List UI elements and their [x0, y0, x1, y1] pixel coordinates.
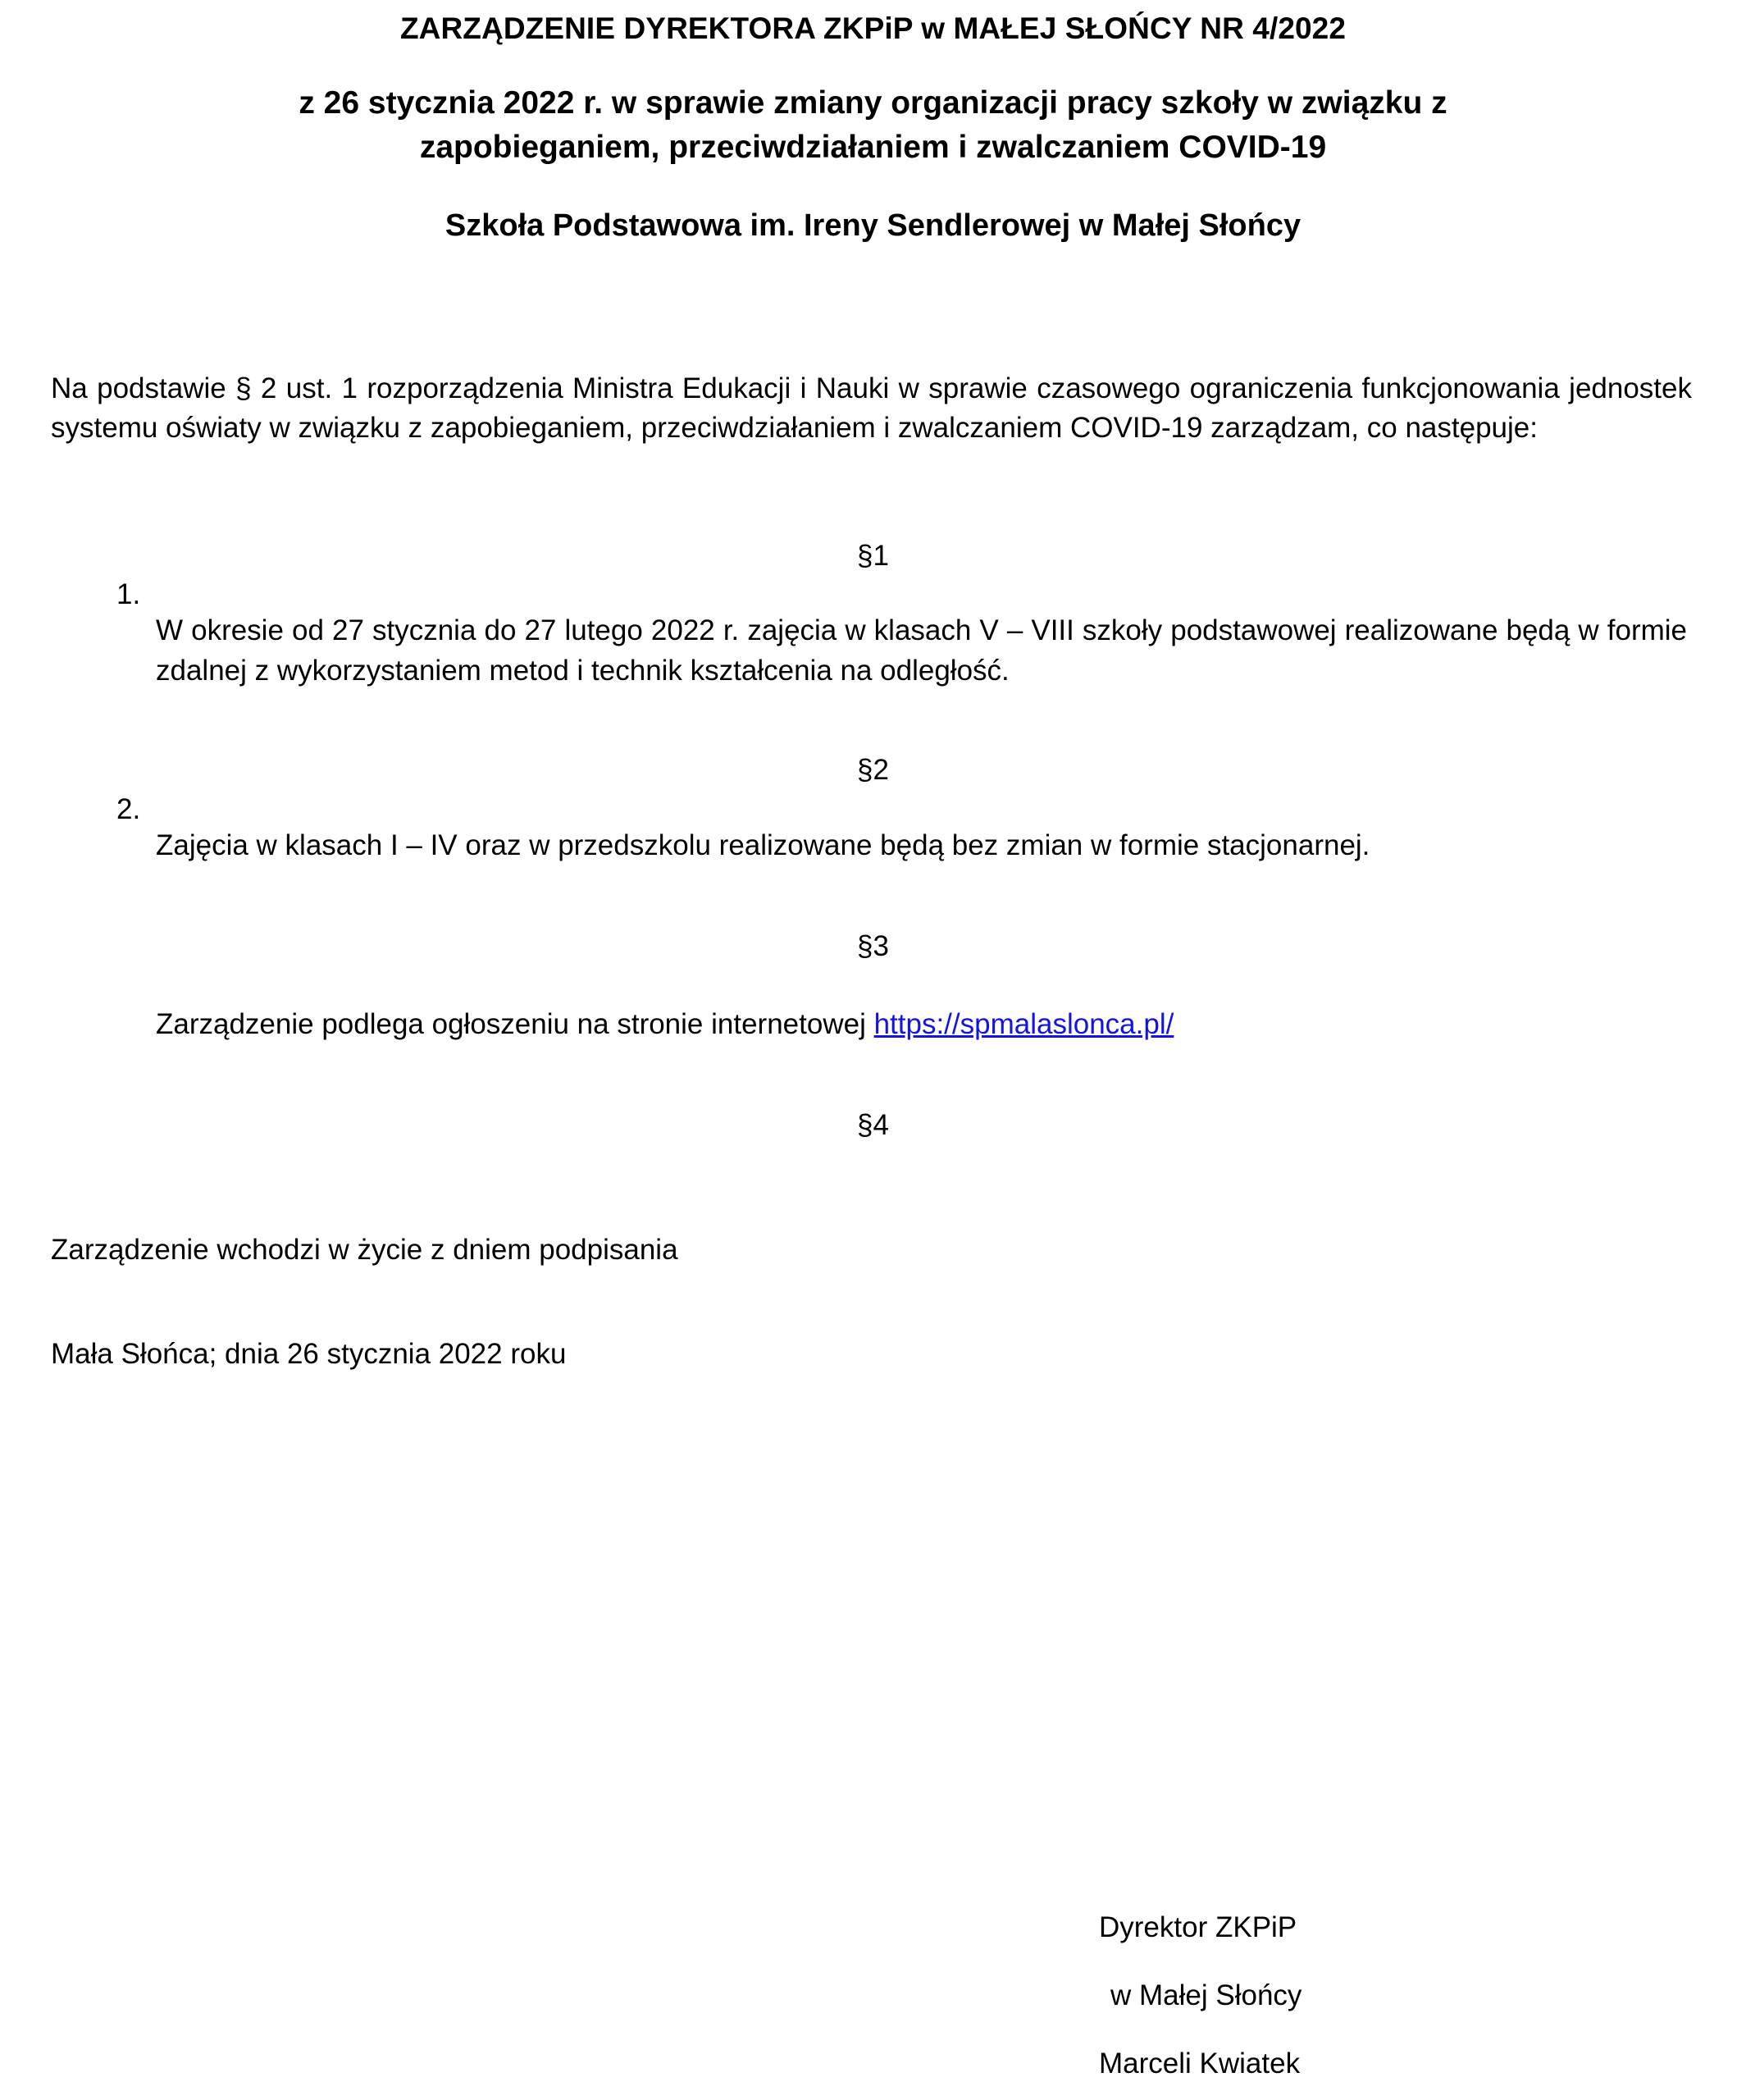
- website-link[interactable]: https://spmalaslonca.pl/: [873, 1008, 1174, 1041]
- list-item-marker: 1.: [116, 578, 141, 611]
- signature-name: Marceli Kwiatek: [1099, 2048, 1301, 2079]
- publication-paragraph: [51, 965, 1695, 1044]
- list-item-marker: 2.: [116, 792, 141, 825]
- list-item-text: Zajęcia w klasach I – IV oraz w przedszkolu realizowane będą bez zmian w formie stacjonarnej.: [156, 829, 1370, 861]
- section-marker-2: §2: [857, 754, 889, 787]
- document-subtitle: [51, 47, 1695, 170]
- document-subtitle-line-2: zapobieganiem, przeciwdziałaniem i zwalczaniem COVID-19: [419, 129, 1327, 165]
- publication-text: Zarządzenie podlega ogłoszeniu na stronie internetowej: [156, 1008, 874, 1041]
- list-item-text: W okresie od 27 stycznia do 27 lutego 2022 r. zajęcia w klasach V – VIII szkoły podstawowej realizowane będą w formie zdalnej z wykorzystaniem metod i technik kształcenia na odległość.: [156, 614, 1687, 687]
- effective-date-paragraph: Zarządzenie wchodzi w życie z dniem podpisania: [51, 1233, 678, 1266]
- document-subtitle-line-1: z 26 stycznia 2022 r. w sprawie zmiany organizacji pracy szkoły w związku z: [299, 85, 1447, 121]
- school-name: Szkoła Podstawowa im. Ireny Sendlerowej w Małej Słońcy: [444, 208, 1302, 243]
- section-marker-4: §4: [857, 1109, 889, 1142]
- list-item: [51, 789, 1695, 865]
- list-item: [51, 574, 1695, 691]
- ordered-list-item-1: [51, 574, 1695, 691]
- signature-location: w Małej Słońcy: [1110, 1979, 1302, 2011]
- document-title: ZARZĄDZENIE DYREKTORA ZKPiP w MAŁEJ SŁOŃCY NR 4/2022: [399, 11, 1347, 45]
- intro-paragraph: Na podstawie § 2 ust. 1 rozporządzenia Ministra Edukacji i Nauki w sprawie czasowego ograniczenia funkcjonowania jednostek systemu oświaty w związku z zapobieganiem, przeciwdziałaniem i zwalczaniem COVID-19 zarządzam, co następuje:: [51, 372, 1692, 445]
- place-and-date: Mała Słońca; dnia 26 stycznia 2022 roku: [51, 1337, 567, 1370]
- section-marker-3: §3: [857, 929, 889, 962]
- ordered-list-item-2: [51, 789, 1695, 865]
- signature-block: [1099, 1913, 1558, 2100]
- signature-role: Dyrektor ZKPiP: [1099, 1911, 1297, 1943]
- section-marker-1: §1: [857, 539, 889, 572]
